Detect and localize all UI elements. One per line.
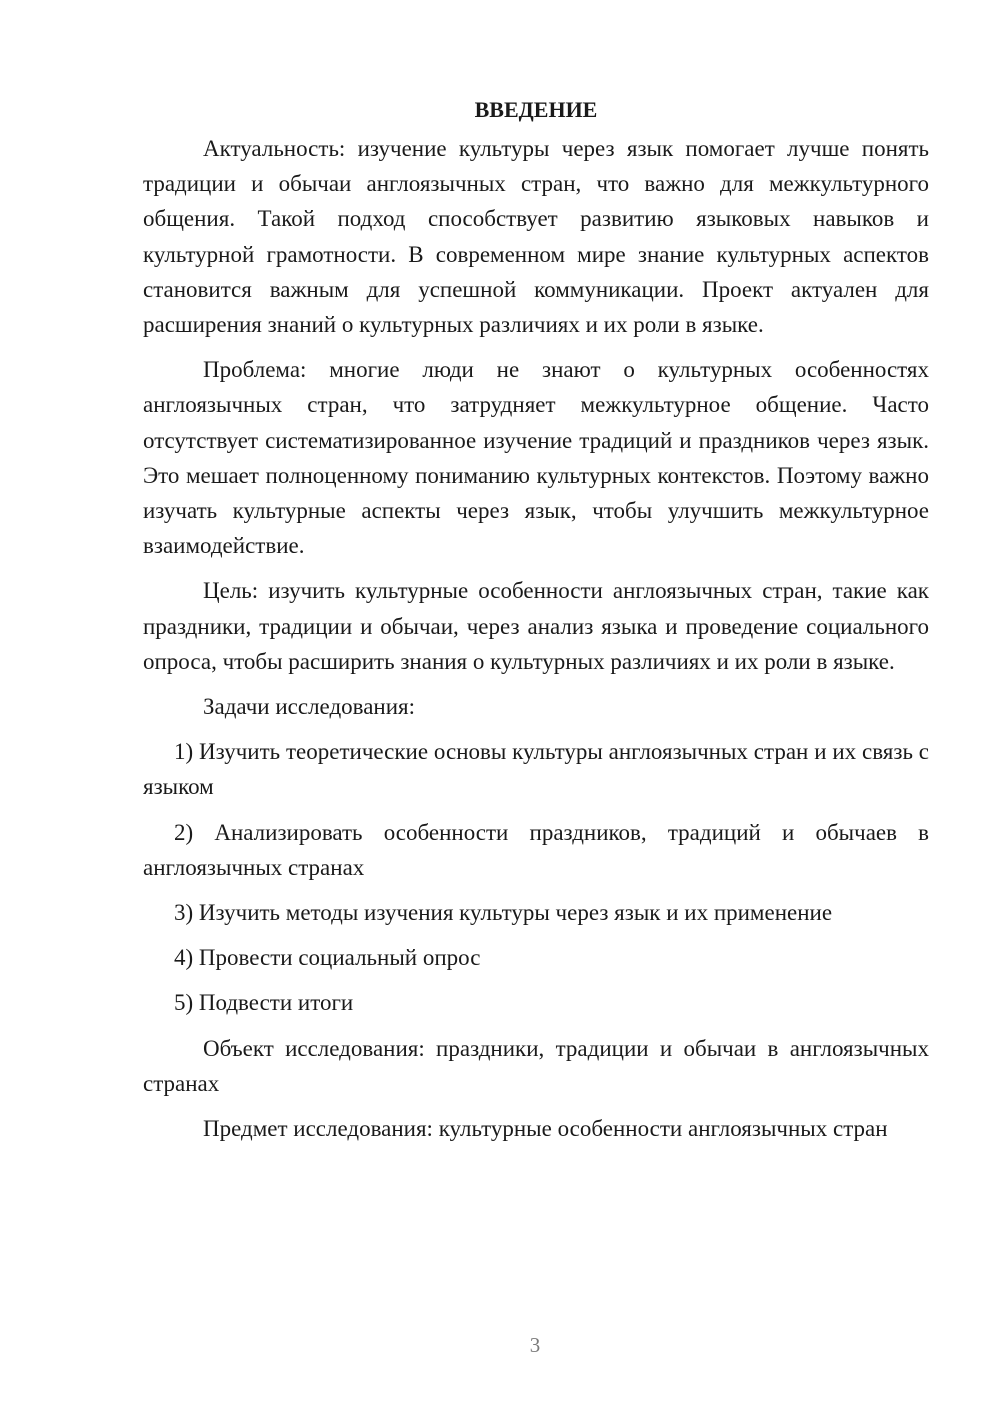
task-item: 3) Изучить методы изучения культуры через язык и их применение <box>174 900 833 926</box>
problem-paragraph: Проблема: многие люди не знают о культурных особенностях англоязычных стран, что затрудняет межкультурное общение. Часто отсутствует систематизированное изучение традиций и праздников через язык. Это мешает полноценному пониманию культурных контекстов. Поэтому важно изучать культурные аспекты через язык, чтобы улучшить межкультурное взаимодействие. <box>143 357 929 559</box>
section-heading: ВВЕДЕНИЕ <box>474 97 598 122</box>
task-item: 2) Анализировать особенности праздников, традиций и обычаев в англоязычных странах <box>143 819 929 880</box>
goal-paragraph: Цель: изучить культурные особенности англоязычных стран, такие как праздники, традиции и обычаи, через анализ языка и проведение социального опроса, чтобы расширить знания о культурных различиях и их роли в языке. <box>143 578 929 674</box>
research-object-paragraph: Объект исследования: праздники, традиции и обычаи в англоязычных странах <box>143 1035 929 1096</box>
page-number: 3 <box>529 1333 541 1357</box>
tasks-title: Задачи исследования: <box>203 694 416 720</box>
relevance-paragraph: Актуальность: изучение культуры через язык помогает лучше понять традиции и обычаи англоязычных стран, что важно для межкультурного общения. Такой подход способствует развитию языковых навыков и культурной грамотности. В современном мире знание культурных аспектов становится важным для успешной коммуникации. Проект актуален для расширения знаний о культурных различиях и их роли в языке. <box>143 136 929 338</box>
task-item: 1) Изучить теоретические основы культуры англоязычных стран и их связь с языком <box>143 739 929 800</box>
research-subject-paragraph: Предмет исследования: культурные особенности англоязычных стран <box>203 1116 888 1142</box>
page-content <box>143 92 929 1156</box>
task-item: 5) Подвести итоги <box>174 990 354 1016</box>
task-item: 4) Провести социальный опрос <box>174 945 481 971</box>
